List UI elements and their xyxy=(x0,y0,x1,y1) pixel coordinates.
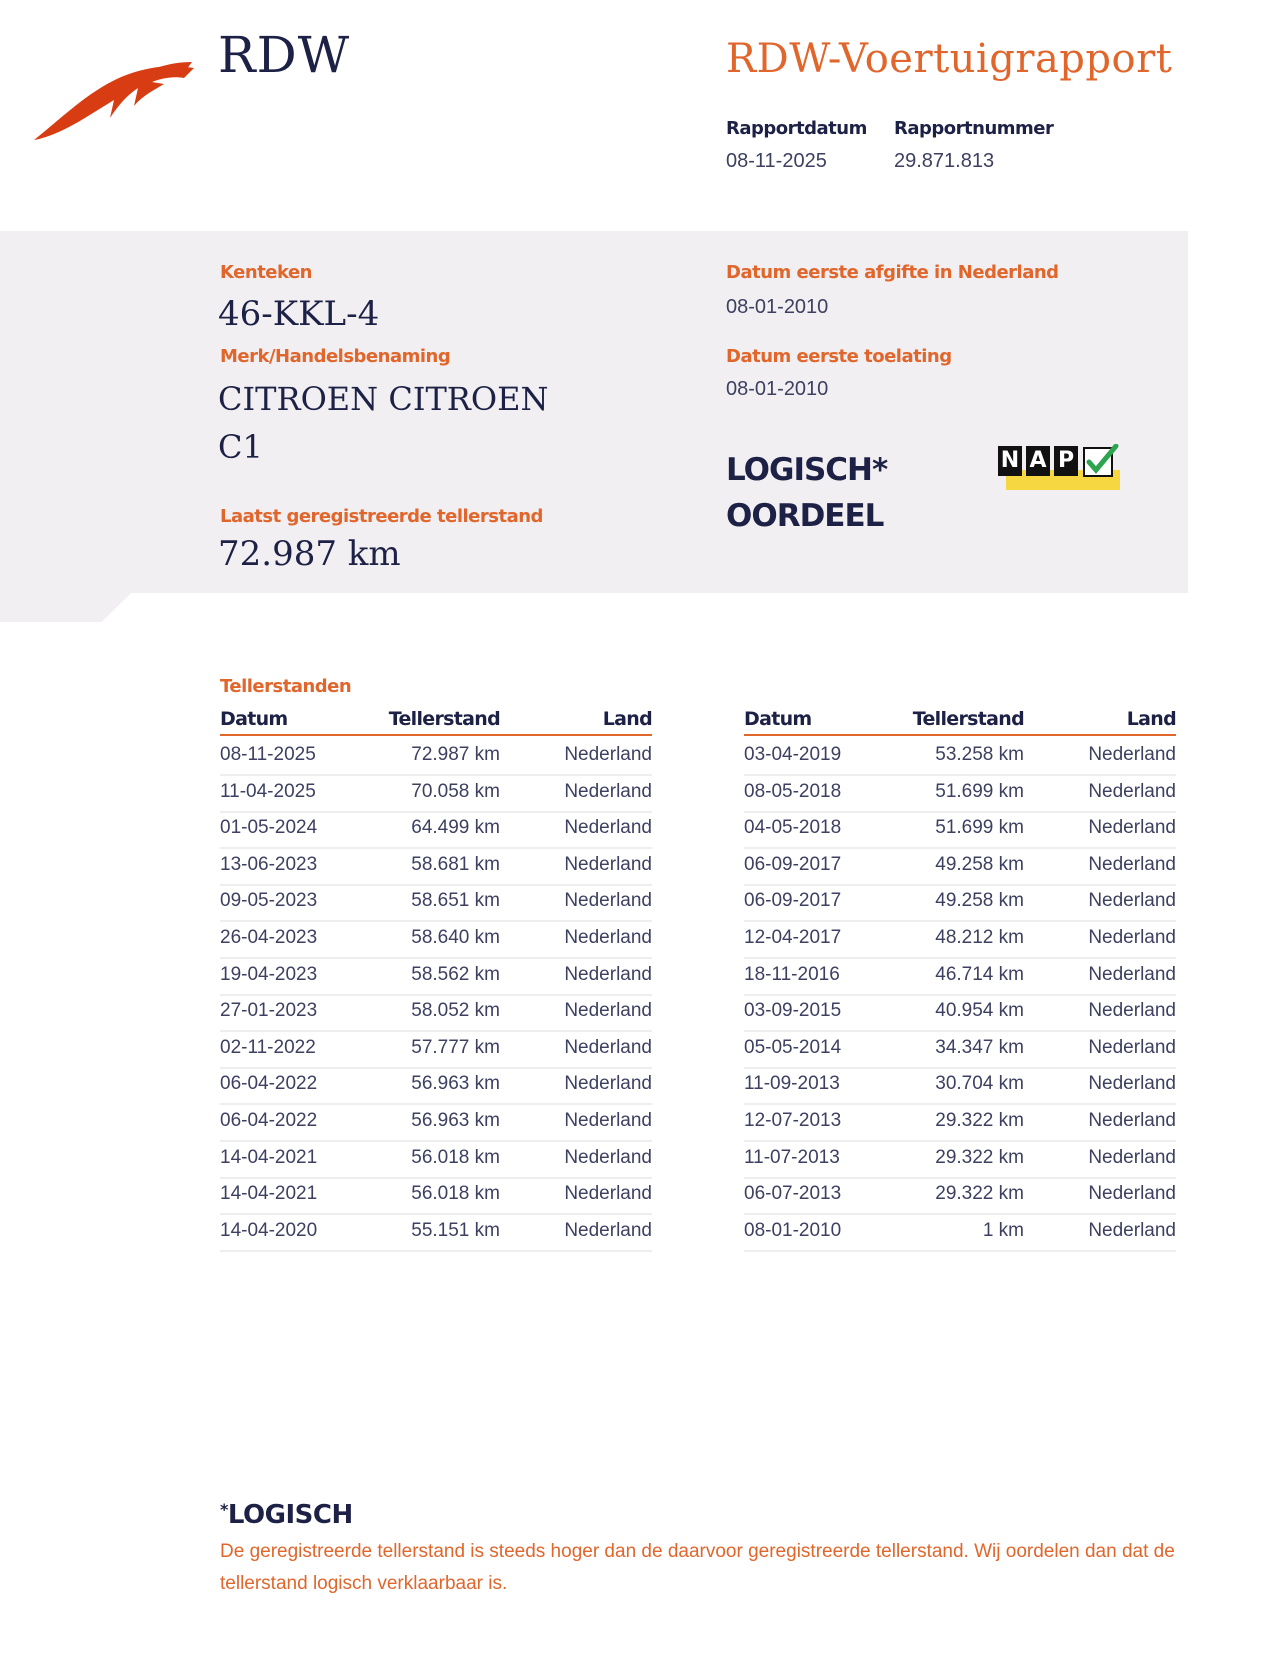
table-row xyxy=(744,1141,1176,1179)
cell-country: Nederland xyxy=(1088,817,1176,839)
col-reading-header: Tellerstand xyxy=(912,708,1024,730)
cell-date: 14-04-2020 xyxy=(220,1219,318,1241)
cell-reading: 57.777 km xyxy=(411,1036,500,1058)
table-row xyxy=(220,775,652,813)
cell-date: 12-04-2017 xyxy=(744,927,842,948)
first-issue-nl-value: 08-01-2010 xyxy=(726,296,829,318)
cell-date: 04-05-2018 xyxy=(744,817,842,839)
cell-reading: 56.018 km xyxy=(411,1146,500,1168)
cell-reading: 72.987 km xyxy=(411,744,500,765)
cell-country: Nederland xyxy=(1088,927,1176,948)
cell-date: 06-04-2022 xyxy=(220,1073,318,1095)
cell-country: Nederland xyxy=(1088,1110,1176,1131)
cell-country: Nederland xyxy=(564,927,652,948)
panel-corner xyxy=(0,592,132,622)
cell-date: 03-04-2019 xyxy=(744,744,842,765)
cell-date: 13-06-2023 xyxy=(220,853,318,875)
col-country-header: Land xyxy=(1126,708,1176,730)
cell-country: Nederland xyxy=(1088,1073,1176,1095)
cell-date: 27-01-2023 xyxy=(220,1000,318,1022)
cell-reading: 53.258 km xyxy=(935,744,1024,765)
table-row xyxy=(744,1104,1176,1142)
verdict-line-2: OORDEEL xyxy=(726,498,884,534)
brand-line-1: CITROEN CITROEN xyxy=(218,380,549,418)
cell-date: 06-04-2022 xyxy=(220,1110,318,1131)
cell-country: Nederland xyxy=(1088,744,1176,765)
table-row xyxy=(220,1104,652,1142)
cell-country: Nederland xyxy=(564,780,652,802)
table-row xyxy=(220,921,652,959)
cell-reading: 58.651 km xyxy=(411,890,500,912)
col-country-header: Land xyxy=(602,708,652,730)
cell-reading: 29.322 km xyxy=(935,1110,1024,1131)
logo-text: RDW xyxy=(218,26,351,84)
cell-date: 03-09-2015 xyxy=(744,1000,842,1022)
nap-check-icon xyxy=(1082,444,1120,478)
cell-reading: 64.499 km xyxy=(411,817,500,839)
cell-reading: 56.963 km xyxy=(411,1110,500,1131)
cell-reading: 70.058 km xyxy=(411,780,500,802)
brand-line-2: C1 xyxy=(218,428,263,466)
cell-date: 06-07-2013 xyxy=(744,1183,842,1205)
cell-country: Nederland xyxy=(1088,1146,1176,1168)
footnote-title-text: LOGISCH xyxy=(227,1500,353,1530)
cell-date: 06-09-2017 xyxy=(744,890,842,912)
table-row xyxy=(220,1141,652,1179)
cell-reading: 55.151 km xyxy=(411,1219,500,1241)
cell-date: 08-05-2018 xyxy=(744,780,842,802)
cell-date: 01-05-2024 xyxy=(220,817,318,839)
cell-country: Nederland xyxy=(564,1183,652,1205)
cell-reading: 34.347 km xyxy=(935,1036,1024,1058)
table-row xyxy=(744,921,1176,959)
cell-reading: 48.212 km xyxy=(935,927,1024,948)
table-row xyxy=(220,1031,652,1069)
table-row xyxy=(744,1177,1176,1215)
cell-date: 11-04-2025 xyxy=(220,780,316,802)
mileage-label: Laatst geregistreerde tellerstand xyxy=(220,506,543,527)
table-row xyxy=(220,1214,652,1252)
cell-country: Nederland xyxy=(564,1000,652,1022)
readings-title: Tellerstanden xyxy=(220,676,352,697)
cell-date: 05-05-2014 xyxy=(744,1036,842,1058)
cell-date: 11-09-2013 xyxy=(744,1073,840,1095)
cell-date: 11-07-2013 xyxy=(744,1146,840,1168)
cell-reading: 56.963 km xyxy=(411,1073,500,1095)
table-row xyxy=(220,848,652,886)
report-date-label: Rapportdatum xyxy=(726,118,867,139)
rdw-logo-icon xyxy=(34,56,194,142)
table-row xyxy=(220,738,652,776)
cell-country: Nederland xyxy=(564,1073,652,1095)
col-date-header: Datum xyxy=(744,708,812,730)
cell-reading: 49.258 km xyxy=(935,853,1024,875)
table-row xyxy=(744,994,1176,1032)
cell-reading: 30.704 km xyxy=(935,1073,1024,1095)
cell-country: Nederland xyxy=(564,1219,652,1241)
cell-reading: 40.954 km xyxy=(935,1000,1024,1022)
verdict-line-1: LOGISCH* xyxy=(726,452,888,488)
table-header xyxy=(744,704,1176,736)
col-reading-header: Tellerstand xyxy=(388,708,500,730)
cell-country: Nederland xyxy=(1088,1183,1176,1205)
col-date-header: Datum xyxy=(220,708,288,730)
cell-date: 14-04-2021 xyxy=(220,1146,318,1168)
first-admission-value: 08-01-2010 xyxy=(726,378,829,400)
table-row xyxy=(220,994,652,1032)
cell-reading: 51.699 km xyxy=(935,817,1024,839)
cell-reading: 51.699 km xyxy=(935,780,1024,802)
cell-date: 12-07-2013 xyxy=(744,1110,842,1131)
cell-country: Nederland xyxy=(1088,963,1176,985)
brand-label: Merk/Handelsbenaming xyxy=(220,346,451,367)
table-header xyxy=(220,704,652,736)
report-number-label: Rapportnummer xyxy=(894,118,1054,139)
table-row xyxy=(744,958,1176,996)
vehicle-info-panel xyxy=(0,231,1188,593)
cell-reading: 49.258 km xyxy=(935,890,1024,912)
nap-letter-p: P xyxy=(1054,446,1078,476)
cell-country: Nederland xyxy=(564,817,652,839)
cell-country: Nederland xyxy=(1088,1219,1176,1241)
cell-reading: 1 km xyxy=(982,1219,1024,1241)
table-row xyxy=(744,775,1176,813)
cell-reading: 58.640 km xyxy=(411,927,500,948)
first-issue-nl-label: Datum eerste afgifte in Nederland xyxy=(726,262,1059,283)
nap-letter-a: A xyxy=(1026,446,1050,476)
cell-country: Nederland xyxy=(1088,780,1176,802)
cell-date: 06-09-2017 xyxy=(744,853,842,875)
cell-date: 08-11-2025 xyxy=(220,744,316,765)
cell-reading: 29.322 km xyxy=(935,1183,1024,1205)
cell-date: 19-04-2023 xyxy=(220,963,318,985)
table-row xyxy=(744,848,1176,886)
first-admission-label: Datum eerste toelating xyxy=(726,346,952,367)
cell-date: 26-04-2023 xyxy=(220,927,318,948)
cell-reading: 58.681 km xyxy=(411,853,500,875)
cell-country: Nederland xyxy=(1088,1000,1176,1022)
table-row xyxy=(220,958,652,996)
cell-country: Nederland xyxy=(564,1110,652,1131)
cell-reading: 56.018 km xyxy=(411,1183,500,1205)
footnote-text: De geregistreerde tellerstand is steeds hoger dan de daarvoor geregistreerde tellerstand. Wij oordelen dan dat de tellerstand logisch verklaarbaar is. xyxy=(220,1541,1175,1594)
table-row xyxy=(744,738,1176,776)
cell-date: 09-05-2023 xyxy=(220,890,318,912)
footnote-title: *LOGISCH xyxy=(220,1500,353,1530)
nap-letter-n: N xyxy=(998,446,1022,476)
plate-value: 46-KKL-4 xyxy=(218,294,380,334)
table-row xyxy=(744,1031,1176,1069)
report-title: RDW-Voertuigrapport xyxy=(726,36,1173,82)
report-date: 08-11-2025 xyxy=(726,150,827,172)
cell-country: Nederland xyxy=(564,963,652,985)
cell-date: 02-11-2022 xyxy=(220,1036,316,1058)
cell-reading: 58.562 km xyxy=(411,963,500,985)
table-row xyxy=(220,884,652,922)
cell-country: Nederland xyxy=(564,1146,652,1168)
cell-country: Nederland xyxy=(564,744,652,765)
cell-country: Nederland xyxy=(1088,1036,1176,1058)
table-row xyxy=(744,811,1176,849)
plate-label: Kenteken xyxy=(220,262,312,283)
cell-date: 14-04-2021 xyxy=(220,1183,318,1205)
report-number: 29.871.813 xyxy=(894,150,995,172)
table-row xyxy=(744,1067,1176,1105)
cell-country: Nederland xyxy=(564,890,652,912)
cell-date: 08-01-2010 xyxy=(744,1219,842,1241)
nap-logo xyxy=(998,444,1124,496)
table-row xyxy=(220,811,652,849)
table-row xyxy=(220,1067,652,1105)
table-row xyxy=(744,884,1176,922)
cell-country: Nederland xyxy=(1088,853,1176,875)
cell-country: Nederland xyxy=(564,1036,652,1058)
cell-reading: 58.052 km xyxy=(411,1000,500,1022)
table-row xyxy=(220,1177,652,1215)
cell-country: Nederland xyxy=(564,853,652,875)
cell-date: 18-11-2016 xyxy=(744,963,840,985)
mileage-value: 72.987 km xyxy=(218,534,401,574)
cell-country: Nederland xyxy=(1088,890,1176,912)
cell-reading: 29.322 km xyxy=(935,1146,1024,1168)
cell-reading: 46.714 km xyxy=(935,963,1024,985)
table-row xyxy=(744,1214,1176,1252)
